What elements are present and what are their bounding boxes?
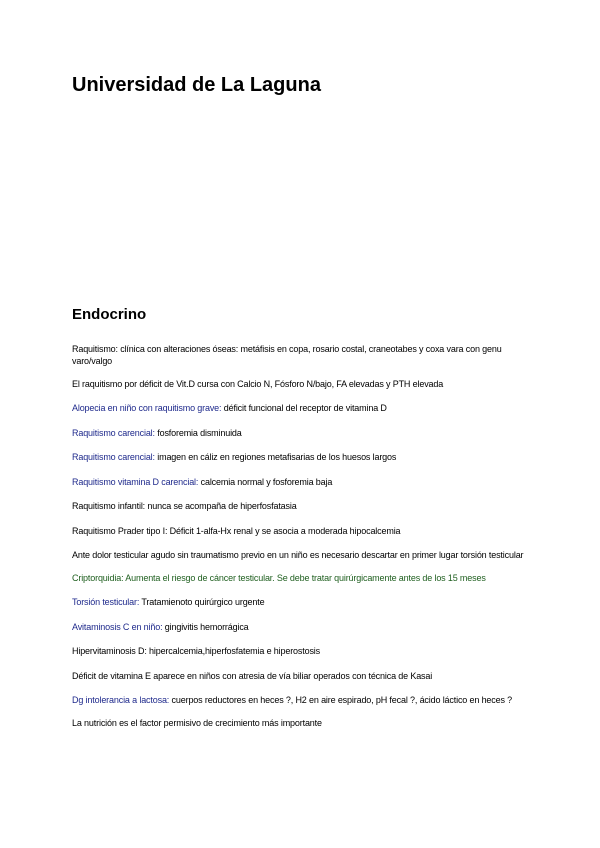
list-item — [72, 500, 532, 512]
item-text: cuerpos reductores en heces ?, H2 en aire espirado, pH fecal ?, ácido láctico en heces ? — [171, 695, 513, 705]
list-item — [72, 645, 532, 657]
list-item — [72, 670, 532, 682]
item-label: Alopecia en niño con raquitismo grave: — [72, 403, 222, 413]
item-text: Raquitismo Prader tipo I: Déficit 1-alfa-Hx renal y se asocia a moderada hipocalcemia — [72, 525, 401, 536]
item-text: imagen en cáliz en regiones metafisarias de los huesos largos — [157, 452, 397, 462]
item-text: Hipervitaminosis D: hipercalcemia,hiperfosfatemia e hiperostosis — [72, 646, 321, 656]
item-text: Raquitismo infantil: nunca se acompaña de hiperfosfatasia — [72, 501, 297, 511]
item-text: gingivitis hemorrágica — [164, 621, 249, 632]
page-title: Universidad de La Laguna — [72, 74, 321, 96]
list-item — [72, 572, 532, 584]
item-label: Raquitismo carencial: — [72, 427, 155, 438]
item-label: Torsión testicular: — [72, 597, 140, 607]
item-text: Ante dolor testicular agudo sin traumatismo previo en un niño es necesario descartar en primer lugar torsión testicular — [72, 550, 524, 560]
list-item — [72, 451, 532, 463]
list-item — [72, 476, 532, 488]
list-item — [72, 717, 532, 729]
list-item — [72, 427, 532, 439]
item-label: Avitaminosis C en niño: — [72, 621, 163, 632]
list-item — [72, 378, 532, 390]
list-item — [72, 694, 532, 706]
list-item — [72, 549, 532, 561]
note-list — [72, 343, 532, 741]
section-heading: Endocrino — [72, 306, 147, 323]
list-item — [72, 343, 532, 367]
item-text: Raquitismo: clínica con alteraciones óseas: metáfisis en copa, rosario costal, craneotabes y coxa vara con genu varo/valgo — [72, 344, 502, 366]
item-text: Criptorquidia: Aumenta el riesgo de cáncer testicular. Se debe tratar quirúrgicamente antes de los 15 meses — [72, 572, 486, 583]
item-text: La nutrición es el factor permisivo de crecimiento más importante — [72, 717, 322, 728]
item-text: Déficit de vitamina E aparece en niños con atresia de vía biliar operados con técnica de Kasai — [72, 670, 433, 681]
item-label: Dg intolerancia a lactosa: — [72, 695, 170, 705]
list-item — [72, 402, 532, 414]
item-label: Raquitismo vitamina D carencial: — [72, 476, 199, 487]
list-item — [72, 621, 532, 633]
item-text: déficit funcional del receptor de vitamina D — [223, 403, 387, 413]
item-text: fosforemia disminuida — [157, 427, 242, 438]
list-item — [72, 525, 532, 537]
item-label: Raquitismo carencial: — [72, 452, 155, 462]
item-text: calcemia normal y fosforemia baja — [200, 476, 333, 487]
item-text: Tratamienoto quirúrgico urgente — [141, 597, 265, 607]
list-item — [72, 596, 532, 608]
item-text: El raquitismo por déficit de Vit.D cursa con Calcio N, Fósforo N/bajo, FA elevadas y PTH elevada — [72, 378, 444, 389]
